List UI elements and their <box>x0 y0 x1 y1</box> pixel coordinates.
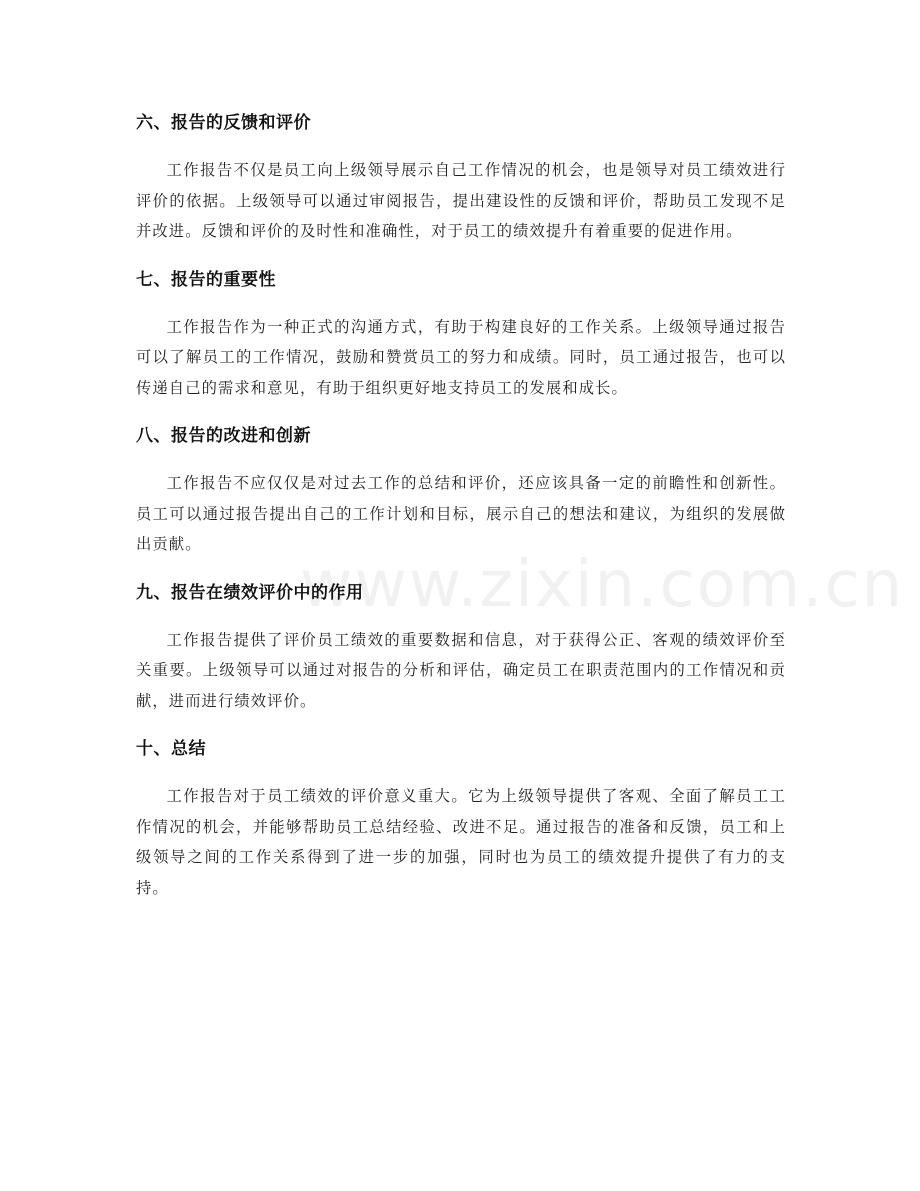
section-heading: 十、总结 <box>136 739 206 759</box>
section-innovation <box>136 421 786 560</box>
section-feedback <box>136 108 786 247</box>
section-paragraph: 工作报告不应仅仅是对过去工作的总结和评价，还应该具备一定的前瞻性和创新性。员工可以通过报告提出自己的工作计划和目标，展示自己的想法和建议，为组织的发展做出贡献。 <box>136 474 786 553</box>
section-importance <box>136 265 786 404</box>
document-body <box>136 108 786 921</box>
section-paragraph: 工作报告对于员工绩效的评价意义重大。它为上级领导提供了客观、全面了解员工工作情况的机会，并能够帮助员工总结经验、改进不足。通过报告的准备和反馈，员工和上级领导之间的工作关系得到了进一步的加强，同时也为员工的绩效提升提供了有力的支持。 <box>136 787 786 897</box>
section-summary <box>136 734 786 903</box>
section-heading: 八、报告的改进和创新 <box>136 426 311 446</box>
section-paragraph: 工作报告提供了评价员工绩效的重要数据和信息，对于获得公正、客观的绩效评价至关重要。上级领导可以通过对报告的分析和评估，确定员工在职责范围内的工作情况和贡献，进而进行绩效评价。 <box>136 630 786 710</box>
section-paragraph: 工作报告不仅是员工向上级领导展示自己工作情况的机会，也是领导对员工绩效进行评价的依据。上级领导可以通过审阅报告，提出建设性的反馈和评价，帮助员工发现不足并改进。反馈和评价的及时性和准确性，对于员工的绩效提升有着重要的促进作用。 <box>136 161 786 240</box>
section-heading: 九、报告在绩效评价中的作用 <box>136 582 364 603</box>
section-paragraph: 工作报告作为一种正式的沟通方式，有助于构建良好的工作关系。上级领导通过报告可以了解员工的工作情况，鼓励和赞赏员工的努力和成绩。同时，员工通过报告，也可以传递自己的需求和意见，有助于组织更好地支持员工的发展和成长。 <box>136 317 786 397</box>
section-heading: 六、报告的反馈和评价 <box>136 113 311 133</box>
section-performance-role <box>136 578 786 717</box>
watermark: www.zixin.com.cn <box>300 548 905 622</box>
section-heading: 七、报告的重要性 <box>136 269 276 290</box>
